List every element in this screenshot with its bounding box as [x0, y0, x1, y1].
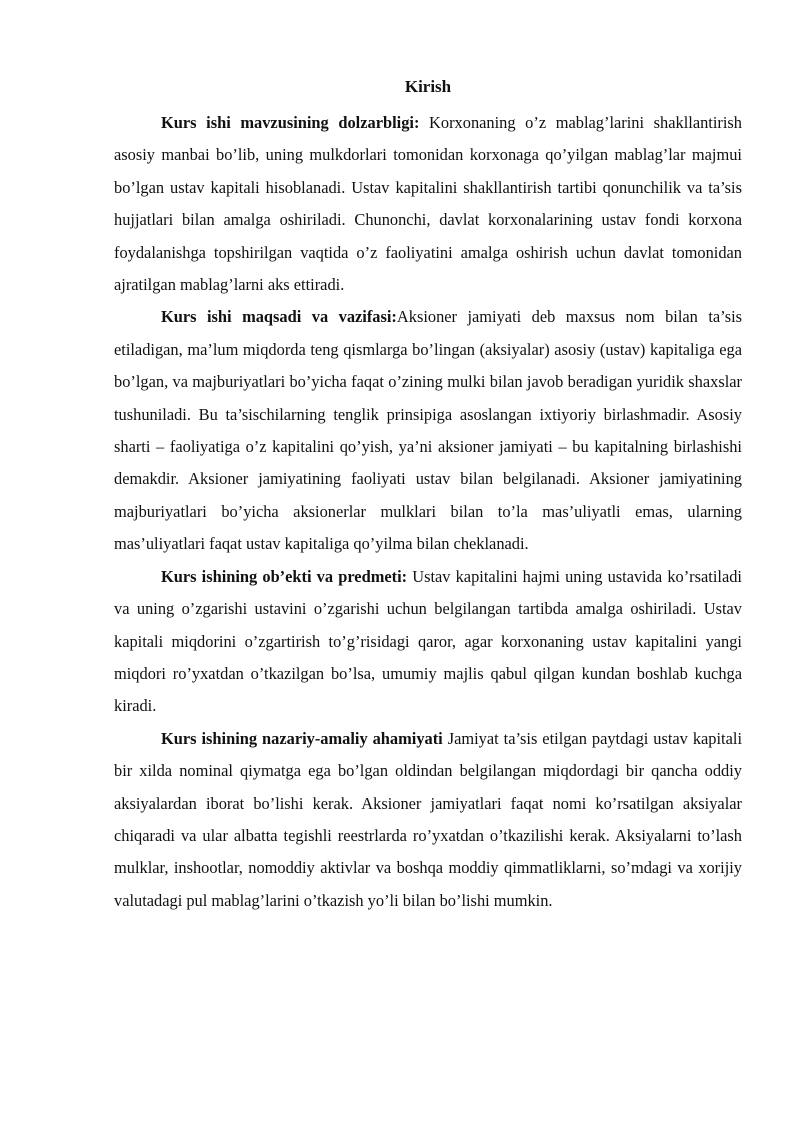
paragraph-text: Ustav kapitalini hajmi uning ustavida ko’rsatiladi va uning o’zgarishi ustavini o’zgarishi uchun belgilangan tartibda amalga oshiriladi. Ustav kapitali miqdorini o’zgartirish to’g’risidagi qaror, agar korxonaning ustav kapitalini yangi miqdori ro’yxatdan o’tkazilgan bo’lsa, umumiy majlis qabul qilgan kundan boshlab kuchga kiradi.: [114, 566, 742, 716]
paragraph-goal: [114, 301, 742, 560]
paragraph-text: Aksioner jamiyati deb maxsus nom bilan ta’sis etiladigan, ma’lum miqdorda teng qismlarga bo’lingan (aksiyalar) asosiy (ustav) kapitaliga ega bo’lgan, va majburiyatlari bo’yicha faqat o’zining mulki bilan javob beradigan yuridik shaxslar tushuniladi. Bu ta’sischilarning tenglik prinsipiga asoslangan ixtiyoriy birlashmadir. Asosiy sharti – faoliyatiga o’z kapitalini qo’yish, ya’ni aksioner jamiyati – bu kapitalning birlashishi demakdir. Aksioner jamiyatining faoliyati ustav bilan belgilanadi. Aksioner jamiyatining majburiyatlari bo’yicha aksionerlar mulklari bilan to’la mas’uliyatli emas, ularning mas’uliyatlari faqat ustav kapitaliga qo’yilma bilan cheklanadi.: [114, 307, 743, 554]
paragraph-significance: [114, 723, 742, 917]
paragraph-text: Korxonaning o’z mablag’larini shakllantirish asosiy manbai bo’lib, uning mulkdorlari tomonidan korxonaga qo’yilgan mablag’lar majmui bo’lgan ustav kapitali hisoblanadi. Ustav kapitalini shakllantirish tartibi qonunchilik va ta’sis hujjatlari bilan amalga oshiriladi. Chunonchi, davlat korxonalarining ustav fondi korxona foydalanishga topshirilgan vaqtida o’z faoliyatini amalga oshirish uchun davlat tomonidan ajratilgan mablag’larni aks ettiradi.: [114, 113, 742, 295]
document-page: [114, 76, 742, 917]
paragraph-heading: Kurs ishi mavzusining dolzarbligi:: [161, 113, 420, 132]
paragraph-text: Jamiyat ta’sis etilgan paytdagi ustav kapitali bir xilda nominal qiymatga ega bo’lgan oldindan belgilangan miqdordagi bir qancha oddiy aksiyalardan iborat bo’lishi kerak. Aksioner jamiyatlari faqat nomi ko’rsatilgan aksiyalar chiqaradi va ular albatta tegishli reestrlarda ro’yxatdan o’tkazilishi kerak. Aksiyalarni to’lash mulklar, inshootlar, nomoddiy aktivlar va boshqa moddiy qimmatliklarni, so’mdagi va xorijiy valutadagi pul mablag’larini o’tkazish yo’li bilan bo’lishi mumkin.: [114, 728, 742, 910]
paragraph-object: [114, 561, 742, 723]
paragraph-relevance: [114, 107, 742, 301]
paragraph-heading: Kurs ishining ob’ekti va predmeti:: [161, 566, 408, 586]
page-title: Kirish: [404, 77, 452, 96]
paragraph-heading: Kurs ishi maqsadi va vazifasi:: [161, 307, 397, 327]
paragraph-heading: Kurs ishining nazariy-amaliy ahamiyati: [161, 728, 443, 748]
